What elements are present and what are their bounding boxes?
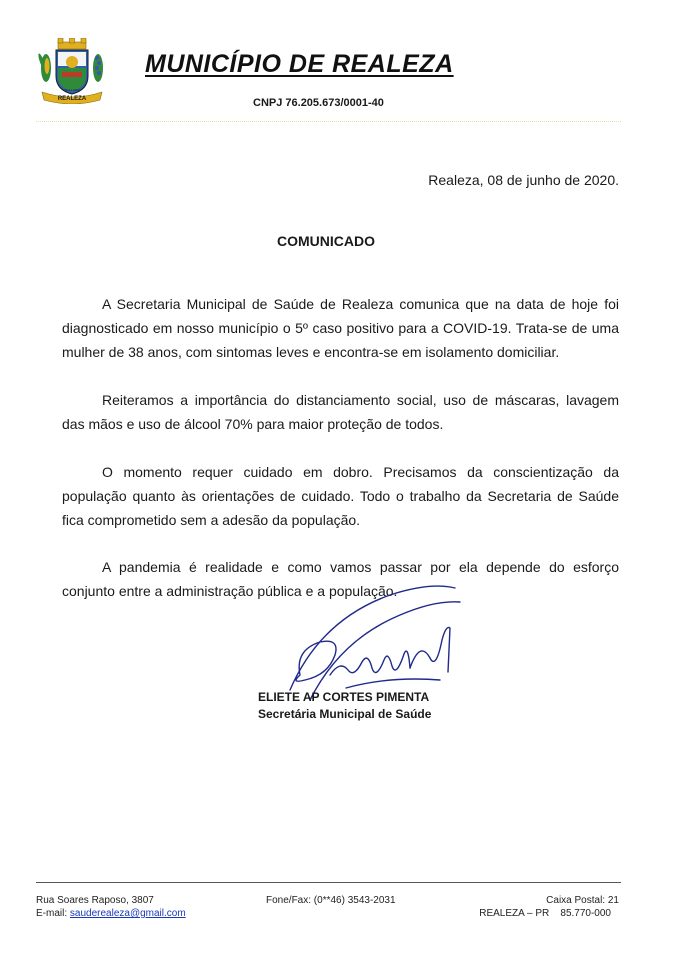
paragraph-2 [62,388,619,436]
footer-email-link[interactable]: sauderealeza@gmail.com [69,908,186,919]
footer-city-state: REALEZA – PR [479,908,550,919]
svg-text:REALEZA: REALEZA [57,96,87,102]
footer-email-row [36,908,186,919]
cnpj-number: CNPJ 76.205.673/0001-40 [253,97,384,109]
document-date: Realeza, 08 de junho de 2020. [428,172,619,188]
footer-email-label: E-mail: [36,908,70,919]
paragraph-3 [62,460,619,532]
document-heading: COMUNICADO [277,233,375,249]
footer-divider [36,882,621,883]
municipality-title: MUNICÍPIO DE REALEZA [145,50,454,78]
paragraph-1-text: A Secretaria Municipal de Saúde de Realeza comunica que na data de hoje foi diagnosticado em nosso município o 5º caso positivo para a COVID-19. Trata-se de uma mulher de 38 anos, com sintomas leves e encontra-se em isolamento domiciliar. [62,296,619,360]
municipal-crest-logo [36,38,108,104]
svg-text:29-11-1963: 29-11-1963 [64,88,80,92]
footer-phone: Fone/Fax: (0**46) 3543-2031 [266,895,396,906]
paragraph-2-text: Reiteramos a importância do distanciamento social, uso de máscaras, lavagem das mãos e uso de álcool 70% para maior proteção de todos. [62,392,619,432]
paragraph-4-text: A pandemia é realidade e como vamos passar por ela depende do esforço conjunto entre a administração pública e a população. [62,559,619,599]
footer-address: Rua Soares Raposo, 3807 [36,895,154,906]
footer-po-box: Caixa Postal: 21 [546,895,619,906]
signatory-role: Secretária Municipal de Saúde [258,707,432,721]
footer-city-zip [479,908,611,919]
header-divider [36,121,621,122]
paragraph-3-text: O momento requer cuidado em dobro. Precisamos da conscientização da população quanto às orientações de cuidado. Todo o trabalho da Secretaria de Saúde fica comprometido sem a adesão da população. [62,464,619,528]
paragraph-1 [62,292,619,364]
footer-zip: 85.770-000 [560,908,611,919]
signatory-name: ELIETE AP CORTES PIMENTA [258,690,430,704]
